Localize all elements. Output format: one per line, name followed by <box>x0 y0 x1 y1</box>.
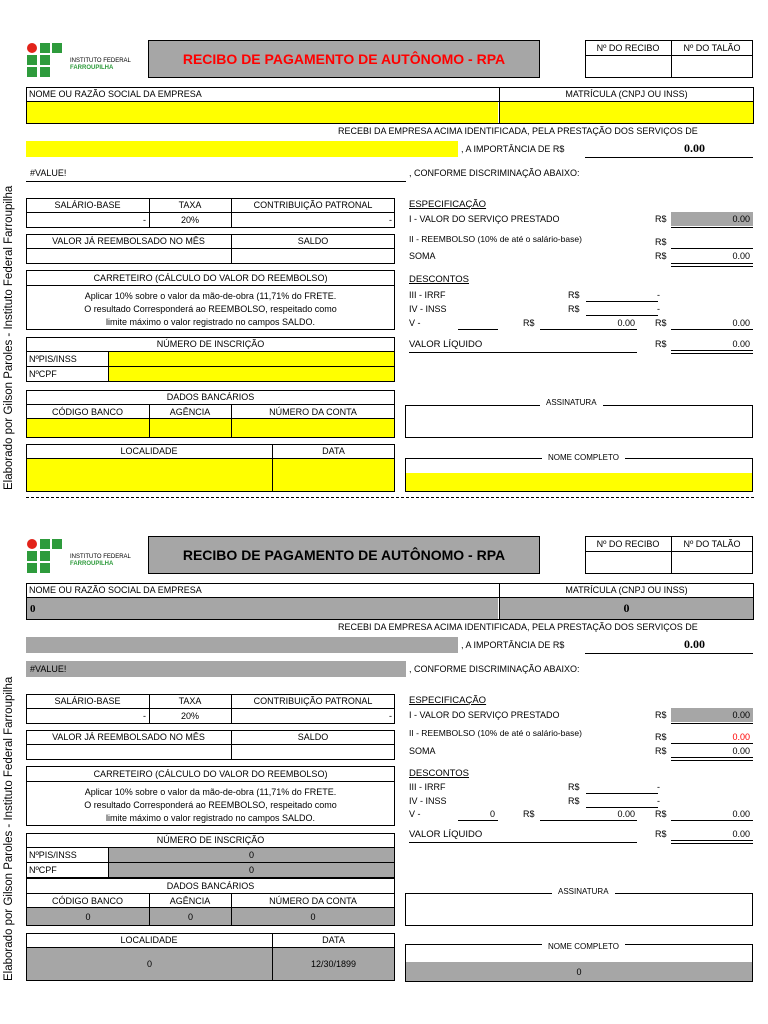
matricula-field[interactable] <box>500 102 753 123</box>
receipt-no-label: Nº DO RECIBO <box>596 538 660 549</box>
soma-label: SOMA <box>409 746 436 756</box>
codigo-banco-label: CÓDIGO BANCO <box>51 406 123 417</box>
talao-no-label: Nº DO TALÃO <box>683 42 741 53</box>
assinatura-label: ASSINATURA <box>552 887 615 896</box>
v-label: V - <box>409 809 421 819</box>
inscricao-label: NÚMERO DE INSCRIÇÃO <box>156 339 265 349</box>
numero-conta-label: NÚMERO DA CONTA <box>269 406 357 417</box>
nome-completo-label: NOME COMPLETO <box>542 453 625 462</box>
talao-no-field[interactable] <box>672 56 752 77</box>
contrib-value: - <box>389 215 392 225</box>
value-error-bg <box>26 661 406 677</box>
conforme-text: , CONFORME DISCRIMINAÇÃO ABAIXO: <box>409 168 580 178</box>
irrf-label: III - IRRF <box>409 290 446 300</box>
salario-base-value[interactable]: - <box>143 215 146 225</box>
data-label: DATA <box>322 446 345 456</box>
localidade-value: 0 <box>27 948 272 980</box>
talao-no-label: Nº DO TALÃO <box>683 538 741 549</box>
reembolsado-field[interactable] <box>26 249 231 264</box>
cpf-field[interactable] <box>109 367 394 381</box>
value-error: #VALUE! <box>30 168 67 178</box>
liquido-label: VALOR LÍQUIDO <box>409 339 483 350</box>
importancia-text: , A IMPORTÂNCIA DE R$ <box>461 144 565 154</box>
pis-label: NºPIS/INSS <box>29 850 77 860</box>
salario-base-label: SALÁRIO-BASE <box>54 200 121 210</box>
rs-label: R$ <box>655 214 667 224</box>
company-label: NOME OU RAZÃO SOCIAL DA EMPRESA <box>29 585 202 595</box>
page-title: RECIBO DE PAGAMENTO DE AUTÔNOMO - RPA <box>148 536 540 574</box>
receipt-no-field[interactable] <box>586 56 670 77</box>
rs-label: R$ <box>568 782 580 792</box>
especificacao-label: ESPECIFICAÇÃO <box>409 695 487 706</box>
inss-value: - <box>657 304 660 314</box>
dados-bancarios-label: DADOS BANCÁRIOS <box>166 881 255 891</box>
servico-value: 0.00 <box>732 710 750 720</box>
matricula-label: MATRÍCULA (CNPJ OU INSS) <box>565 585 688 595</box>
agencia-field[interactable] <box>150 419 231 437</box>
carreteiro-line-1: Aplicar 10% sobre o valor da mão-de-obra (11,71% do FRETE. <box>84 290 337 301</box>
company-field[interactable] <box>27 102 498 123</box>
taxa-value: 20% <box>180 215 199 225</box>
descontos-label: DESCONTOS <box>409 768 470 779</box>
v-total-value: 0.00 <box>732 809 750 819</box>
institute-logo <box>26 538 146 574</box>
logo-icon <box>26 538 66 574</box>
data-value: 12/30/1899 <box>273 948 394 980</box>
inss-label: IV - INSS <box>409 304 447 314</box>
assinatura-label: ASSINATURA <box>540 398 603 407</box>
reembolsado-label: VALOR JÁ REEMBOLSADO NO MÊS <box>52 236 205 246</box>
page-title: RECIBO DE PAGAMENTO DE AUTÔNOMO - RPA <box>148 40 540 78</box>
v-total-value: 0.00 <box>732 318 750 328</box>
taxa-label: TAXA <box>178 696 202 706</box>
codigo-banco-label: CÓDIGO BANCO <box>51 895 123 906</box>
carreteiro-label: CARRETEIRO (CÁLCULO DO VALOR DO REEMBOLSO) <box>93 769 328 779</box>
v-prefix-value: 0 <box>490 809 496 819</box>
numero-conta-value: 0 <box>232 908 394 925</box>
rs-label: R$ <box>568 304 580 314</box>
side-credit-text: Elaborado por Gilson Paroles - Instituto Federal Farroupilha <box>3 185 15 490</box>
carreteiro-line-2: O resultado Corresponderá ao REEMBOLSO, respeitado como <box>84 799 337 810</box>
saldo-label: SALDO <box>297 236 329 246</box>
taxa-value: 20% <box>180 711 199 721</box>
localidade-label: LOCALIDADE <box>120 446 178 456</box>
agencia-label: AGÊNCIA <box>169 895 211 906</box>
irrf-value: - <box>657 782 660 792</box>
logo-line1: INSTITUTO FEDERAL <box>70 58 131 64</box>
reembolsado-label: VALOR JÁ REEMBOLSADO NO MÊS <box>52 732 205 742</box>
localidade-field[interactable] <box>27 459 272 491</box>
servico-label: I - VALOR DO SERVIÇO PRESTADO <box>409 214 560 224</box>
pis-field[interactable] <box>109 352 394 366</box>
rs-label: R$ <box>655 237 667 247</box>
salario-base-value: - <box>143 711 146 721</box>
signature-box[interactable] <box>405 405 753 438</box>
nome-completo-label: NOME COMPLETO <box>542 942 625 951</box>
company-label: NOME OU RAZÃO SOCIAL DA EMPRESA <box>29 89 202 99</box>
matricula-label: MATRÍCULA (CNPJ OU INSS) <box>565 89 688 99</box>
contrib-label: CONTRIBUIÇÃO PATRONAL <box>253 200 373 210</box>
recebi-text: RECEBI DA EMPRESA ACIMA IDENTIFICADA, PELA PRESTAÇÃO DOS SERVIÇOS DE <box>338 126 698 136</box>
irrf-label: III - IRRF <box>409 782 446 792</box>
importancia-value: 0.00 <box>684 141 705 155</box>
rs-label: R$ <box>568 290 580 300</box>
logo-line1: INSTITUTO FEDERAL <box>70 554 131 560</box>
logo-icon <box>26 42 66 78</box>
v-label: V - <box>409 318 421 328</box>
rs-label: R$ <box>523 318 535 328</box>
carreteiro-line-3: limite máximo o valor registrado no campos SALDO. <box>105 316 316 327</box>
liquido-value: 0.00 <box>732 829 750 839</box>
rs-label: R$ <box>655 809 667 819</box>
liquido-label: VALOR LÍQUIDO <box>409 829 483 840</box>
reembolso-label: II - REEMBOLSO (10% de até o salário-base) <box>409 234 582 244</box>
rs-label: R$ <box>655 829 667 839</box>
signature-box[interactable] <box>405 893 753 926</box>
recebi-text: RECEBI DA EMPRESA ACIMA IDENTIFICADA, PELA PRESTAÇÃO DOS SERVIÇOS DE <box>338 622 698 632</box>
numero-conta-field[interactable] <box>232 419 394 437</box>
salario-base-label: SALÁRIO-BASE <box>54 696 121 706</box>
descontos-label: DESCONTOS <box>409 274 470 285</box>
dados-bancarios-label: DADOS BANCÁRIOS <box>166 392 255 402</box>
cpf-label: NºCPF <box>29 369 57 379</box>
receipt-no-label: Nº DO RECIBO <box>596 42 660 53</box>
liquido-value: 0.00 <box>732 339 750 349</box>
saldo-label: SALDO <box>297 732 329 742</box>
carreteiro-line-2: O resultado Corresponderá ao REEMBOLSO, respeitado como <box>84 303 337 314</box>
inss-label: IV - INSS <box>409 796 447 806</box>
data-label: DATA <box>322 935 345 945</box>
rs-label: R$ <box>655 339 667 349</box>
cpf-value: 0 <box>109 863 394 877</box>
contrib-label: CONTRIBUIÇÃO PATRONAL <box>253 696 373 706</box>
codigo-banco-field[interactable] <box>27 419 149 437</box>
servico-value: 0.00 <box>732 214 750 224</box>
soma-label: SOMA <box>409 251 436 261</box>
reembolso-value: 0.00 <box>732 732 750 742</box>
service-field <box>26 637 458 653</box>
nome-completo-field[interactable] <box>406 473 752 491</box>
receipt-copy-2 <box>0 496 768 993</box>
soma-value: 0.00 <box>732 746 750 756</box>
carreteiro-label: CARRETEIRO (CÁLCULO DO VALOR DO REEMBOLSO) <box>93 273 328 283</box>
rs-label: R$ <box>568 796 580 806</box>
numero-conta-label: NÚMERO DA CONTA <box>269 895 357 906</box>
conforme-text: , CONFORME DISCRIMINAÇÃO ABAIXO: <box>409 664 580 674</box>
carreteiro-line-1: Aplicar 10% sobre o valor da mão-de-obra (11,71% do FRETE. <box>84 786 337 797</box>
logo-line2: FARROUPILHA <box>70 65 114 71</box>
data-field[interactable] <box>273 459 394 491</box>
matricula-value: 0 <box>500 598 753 619</box>
rs-label: R$ <box>655 251 667 261</box>
agencia-value: 0 <box>150 908 231 925</box>
cpf-label: NºCPF <box>29 865 57 875</box>
rs-label: R$ <box>523 809 535 819</box>
inscricao-label: NÚMERO DE INSCRIÇÃO <box>156 835 265 845</box>
codigo-banco-value: 0 <box>27 908 149 925</box>
rs-label: R$ <box>655 318 667 328</box>
logo-line2: FARROUPILHA <box>70 561 114 567</box>
v-rs-value: 0.00 <box>617 318 635 328</box>
company-value: 0 <box>27 598 498 619</box>
contrib-value: - <box>389 711 392 721</box>
side-credit-text: Elaborado por Gilson Paroles - Instituto Federal Farroupilha <box>3 676 15 981</box>
inss-value: - <box>657 796 660 806</box>
reembolso-label: II - REEMBOLSO (10% de até o salário-base) <box>409 728 582 738</box>
irrf-value: - <box>657 290 660 300</box>
rs-label: R$ <box>655 710 667 720</box>
agencia-label: AGÊNCIA <box>169 406 211 417</box>
rs-label: R$ <box>655 746 667 756</box>
pis-value: 0 <box>109 848 394 862</box>
receipt-copy-1 <box>0 0 768 497</box>
service-field[interactable] <box>26 141 458 157</box>
importancia-value: 0.00 <box>684 637 705 651</box>
soma-value: 0.00 <box>732 251 750 261</box>
institute-logo <box>26 42 146 78</box>
localidade-label: LOCALIDADE <box>120 935 178 945</box>
carreteiro-line-3: limite máximo o valor registrado no campos SALDO. <box>105 812 316 823</box>
especificacao-label: ESPECIFICAÇÃO <box>409 199 487 210</box>
value-error: #VALUE! <box>30 664 67 674</box>
nome-completo-value: 0 <box>406 962 752 981</box>
rs-label: R$ <box>655 732 667 742</box>
importancia-text: , A IMPORTÂNCIA DE R$ <box>461 640 565 650</box>
taxa-label: TAXA <box>178 200 202 210</box>
pis-label: NºPIS/INSS <box>29 354 77 364</box>
v-rs-value: 0.00 <box>617 809 635 819</box>
servico-label: I - VALOR DO SERVIÇO PRESTADO <box>409 710 560 720</box>
